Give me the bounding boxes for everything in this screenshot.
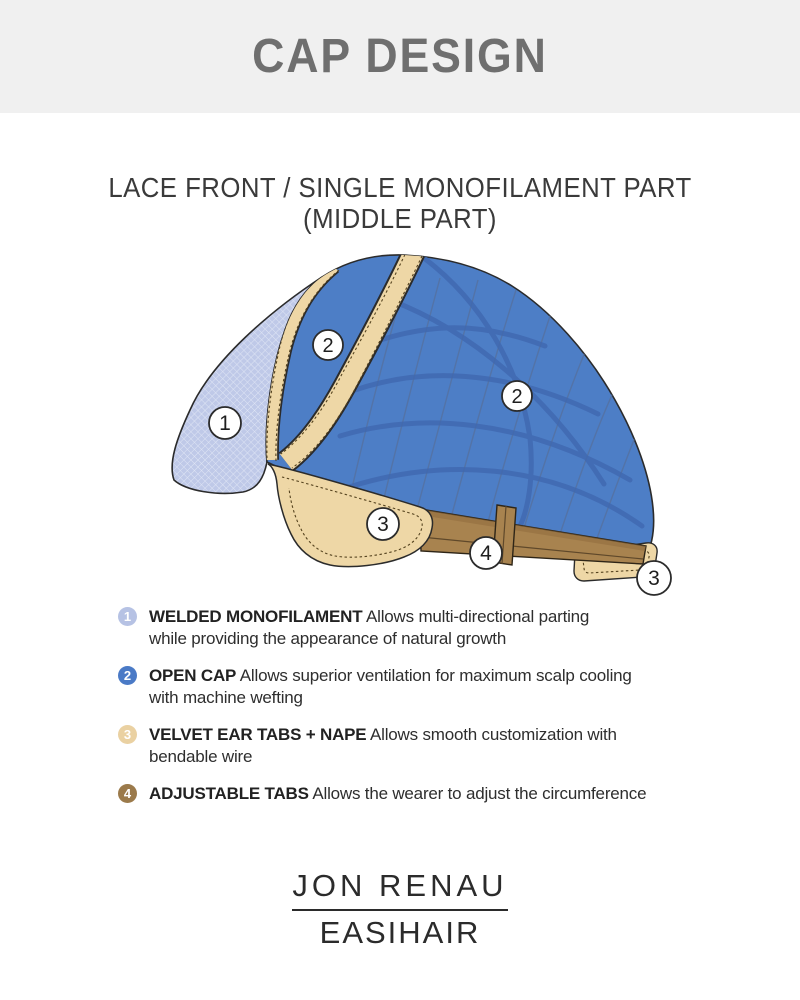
svg-text:1: 1 [219, 412, 231, 435]
legend-bullet-3: 3 [118, 725, 137, 744]
brand-block [0, 868, 800, 951]
legend [118, 606, 778, 820]
diagram-subtitle [32, 172, 768, 234]
legend-text-4: ADJUSTABLE TABS Allows the wearer to adjust the circumference [149, 784, 647, 803]
legend-item-welded-monofilament [118, 606, 778, 650]
svg-text:3: 3 [377, 513, 389, 536]
subtitle-line-2: (MIDDLE PART) [303, 203, 497, 234]
legend-text-1: WELDED MONOFILAMENT Allows multi-directional parting while providing the appearance of natural growth [149, 607, 590, 648]
svg-text:4: 4 [480, 542, 492, 565]
page-title: CAP DESIGN [252, 30, 548, 83]
legend-bullet-4: 4 [118, 784, 137, 803]
legend-text-3: VELVET EAR TABS + NAPE Allows smooth customization with bendable wire [149, 725, 617, 766]
legend-item-adjustable-tabs [118, 783, 778, 805]
legend-item-open-cap [118, 665, 778, 709]
legend-text-2: OPEN CAP Allows superior ventilation for maximum scalp cooling with machine wefting [149, 666, 632, 707]
svg-text:3: 3 [648, 567, 660, 590]
subtitle-line-1: LACE FRONT / SINGLE MONOFILAMENT PART [108, 172, 692, 203]
svg-text:2: 2 [322, 335, 334, 357]
brand-easihair: EASIHAIR [319, 915, 481, 950]
svg-text:2: 2 [511, 386, 523, 408]
legend-bullet-2: 2 [118, 666, 137, 685]
legend-item-velvet-ear-tabs [118, 724, 778, 768]
cap-diagram [130, 242, 690, 602]
brand-divider [292, 909, 508, 911]
brand-jon-renau: JON RENAU [292, 868, 508, 903]
legend-bullet-1: 1 [118, 607, 137, 626]
header-band [0, 0, 800, 113]
